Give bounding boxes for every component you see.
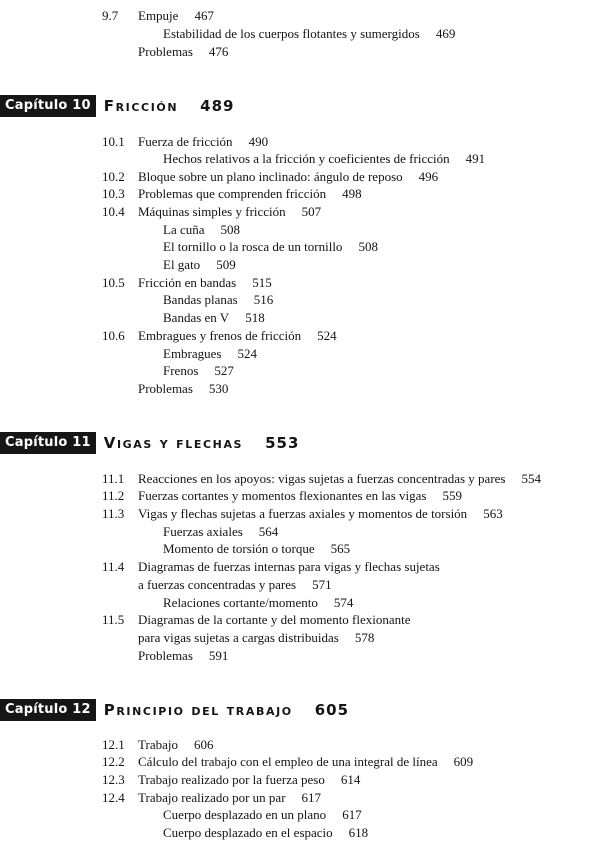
chapter-heading bbox=[0, 95, 234, 117]
entry-title: Trabajo realizado por un par bbox=[138, 790, 286, 805]
entry-title: Bloque sobre un plano inclinado: ángulo de reposo bbox=[138, 169, 403, 184]
entry-title: Vigas y flechas sujetas a fuerzas axiales y momentos de torsión bbox=[138, 506, 468, 521]
chapter-title: Fricción bbox=[103, 97, 179, 115]
section-number: 11.3 bbox=[102, 506, 125, 521]
entry-title: Máquinas simples y fricción bbox=[138, 204, 286, 219]
section-number: 10.2 bbox=[102, 169, 125, 184]
entry-title: Empuje bbox=[138, 8, 179, 23]
entry-page: 559 bbox=[442, 488, 462, 503]
entry-line bbox=[163, 257, 236, 273]
entry-title: Bandas en V bbox=[163, 310, 230, 325]
entry-page: 571 bbox=[312, 577, 332, 592]
entry-title: Reacciones en los apoyos: vigas sujetas a fuerzas concentradas y pares bbox=[138, 471, 506, 486]
entry-line bbox=[163, 595, 353, 611]
entry-title: para vigas sujetas a cargas distribuidas bbox=[138, 630, 339, 645]
section-number: 10.4 bbox=[102, 204, 125, 219]
entry-page: 574 bbox=[333, 595, 354, 610]
entry-line bbox=[163, 26, 455, 42]
entry-page: 606 bbox=[193, 737, 214, 752]
entry-page: 614 bbox=[340, 772, 361, 787]
section-number: 11.4 bbox=[102, 559, 125, 574]
entry-page: 498 bbox=[342, 186, 362, 201]
entry-line bbox=[138, 471, 541, 487]
chapter-label: Capítulo 12 bbox=[0, 699, 96, 721]
entry-title: Fuerzas cortantes y momentos flexionantes en las vigas bbox=[138, 488, 427, 503]
entry-line bbox=[138, 186, 362, 202]
entry-page: 565 bbox=[330, 541, 351, 556]
entry-page: 617 bbox=[342, 807, 362, 822]
entry-page: 496 bbox=[418, 169, 439, 184]
entry-line bbox=[163, 541, 350, 557]
entry-title: Relaciones cortante/momento bbox=[163, 595, 318, 610]
chapter-label: Capítulo 10 bbox=[0, 95, 96, 117]
entry-page: 527 bbox=[214, 363, 234, 378]
section-number: 12.4 bbox=[102, 790, 125, 805]
entry-line bbox=[138, 134, 268, 150]
entry-line bbox=[138, 612, 411, 628]
entry-page: 554 bbox=[521, 471, 541, 486]
entry-title: Embragues bbox=[163, 346, 222, 361]
entry-page: 524 bbox=[317, 328, 337, 343]
section-number: 10.5 bbox=[102, 275, 125, 290]
entry-page: 508 bbox=[358, 239, 378, 254]
section-number: 12.1 bbox=[102, 737, 125, 752]
entry-title: Estabilidad de los cuerpos flotantes y sumergidos bbox=[163, 26, 420, 41]
entry-title: Cuerpo desplazado en el espacio bbox=[163, 825, 333, 840]
entry-title: El tornillo o la rosca de un tornillo bbox=[163, 239, 343, 254]
entry-line bbox=[138, 790, 321, 806]
entry-title: Frenos bbox=[163, 363, 199, 378]
entry-page: 507 bbox=[301, 204, 322, 219]
entry-page: 578 bbox=[354, 630, 375, 645]
entry-line bbox=[138, 630, 374, 646]
chapter-heading bbox=[0, 699, 349, 721]
entry-page: 509 bbox=[216, 257, 236, 272]
entry-page: 491 bbox=[465, 151, 486, 166]
entry-title: Problemas que comprenden fricción bbox=[138, 186, 327, 201]
entry-page: 490 bbox=[248, 134, 269, 149]
chapter-label: Capítulo 11 bbox=[0, 432, 96, 454]
entry-title: Problemas bbox=[138, 381, 193, 396]
entry-title: Trabajo bbox=[138, 737, 178, 752]
entry-page: 518 bbox=[245, 310, 265, 325]
section-number: 10.6 bbox=[102, 328, 125, 343]
entry-title: a fuerzas concentradas y pares bbox=[138, 577, 297, 592]
entry-title: Cuerpo desplazado en un plano bbox=[163, 807, 327, 822]
chapter-page: 489 bbox=[200, 97, 235, 115]
entry-line bbox=[138, 44, 228, 60]
entry-line bbox=[138, 577, 332, 593]
entry-line bbox=[138, 648, 228, 664]
entry-line bbox=[163, 239, 378, 255]
entry-title: Fricción en bandas bbox=[138, 275, 237, 290]
entry-line bbox=[163, 346, 257, 362]
entry-page: 515 bbox=[252, 275, 272, 290]
entry-page: 591 bbox=[208, 648, 229, 663]
entry-line bbox=[163, 292, 273, 308]
section-number: 10.3 bbox=[102, 186, 125, 201]
entry-title: Problemas bbox=[138, 648, 193, 663]
section-number: 12.3 bbox=[102, 772, 125, 787]
entry-page: 476 bbox=[208, 44, 229, 59]
entry-line bbox=[138, 169, 438, 185]
entry-page: 516 bbox=[253, 292, 274, 307]
section-number: 12.2 bbox=[102, 754, 125, 769]
entry-title: Hechos relativos a la fricción y coeficientes de fricción bbox=[163, 151, 450, 166]
entry-page: 467 bbox=[194, 8, 214, 23]
chapter-page: 605 bbox=[314, 701, 350, 719]
entry-title: Bandas planas bbox=[163, 292, 238, 307]
section-number: 11.5 bbox=[102, 612, 125, 627]
entry-line bbox=[163, 222, 240, 238]
entry-page: 530 bbox=[208, 381, 229, 396]
entry-title: Momento de torsión o torque bbox=[163, 541, 315, 556]
entry-line bbox=[138, 737, 213, 753]
entry-line bbox=[163, 151, 485, 167]
entry-line bbox=[163, 825, 368, 841]
entry-line bbox=[163, 363, 234, 379]
chapter-title: Vigas y flechas bbox=[103, 434, 244, 452]
chapter-heading bbox=[0, 432, 299, 454]
entry-line bbox=[138, 506, 503, 522]
entry-page: 469 bbox=[435, 26, 456, 41]
entry-title: La cuña bbox=[163, 222, 205, 237]
entry-title: Fuerza de fricción bbox=[138, 134, 233, 149]
entry-line bbox=[163, 310, 265, 326]
entry-title: Embragues y frenos de fricción bbox=[138, 328, 302, 343]
entry-line bbox=[138, 772, 360, 788]
entry-page: 563 bbox=[483, 506, 503, 521]
entry-page: 524 bbox=[237, 346, 257, 361]
entry-line bbox=[138, 381, 228, 397]
entry-title: Problemas bbox=[138, 44, 193, 59]
entry-title: Diagramas de fuerzas internas para vigas y flechas sujetas bbox=[138, 559, 440, 574]
entry-line bbox=[138, 754, 473, 770]
chapter-title: Principio del trabajo bbox=[103, 701, 293, 719]
entry-line bbox=[163, 524, 278, 540]
entry-line bbox=[138, 559, 440, 575]
entry-page: 508 bbox=[220, 222, 241, 237]
section-number: 11.1 bbox=[102, 471, 125, 486]
entry-title: Cálculo del trabajo con el empleo de una integral de línea bbox=[138, 754, 438, 769]
section-number: 9.7 bbox=[102, 8, 119, 23]
entry-line bbox=[138, 488, 462, 504]
entry-line bbox=[138, 204, 321, 220]
entry-page: 609 bbox=[453, 754, 474, 769]
entry-page: 618 bbox=[348, 825, 369, 840]
entry-page: 564 bbox=[258, 524, 279, 539]
entry-line bbox=[138, 8, 214, 24]
entry-line bbox=[163, 807, 362, 823]
entry-title: Trabajo realizado por la fuerza peso bbox=[138, 772, 325, 787]
entry-title: Diagramas de la cortante y del momento flexionante bbox=[138, 612, 411, 627]
entry-page: 617 bbox=[301, 790, 322, 805]
entry-line bbox=[138, 275, 272, 291]
section-number: 11.2 bbox=[102, 488, 125, 503]
chapter-page: 553 bbox=[265, 434, 300, 452]
entry-title: Fuerzas axiales bbox=[163, 524, 243, 539]
entry-line bbox=[138, 328, 337, 344]
section-number: 10.1 bbox=[102, 134, 125, 149]
entry-title: El gato bbox=[163, 257, 201, 272]
